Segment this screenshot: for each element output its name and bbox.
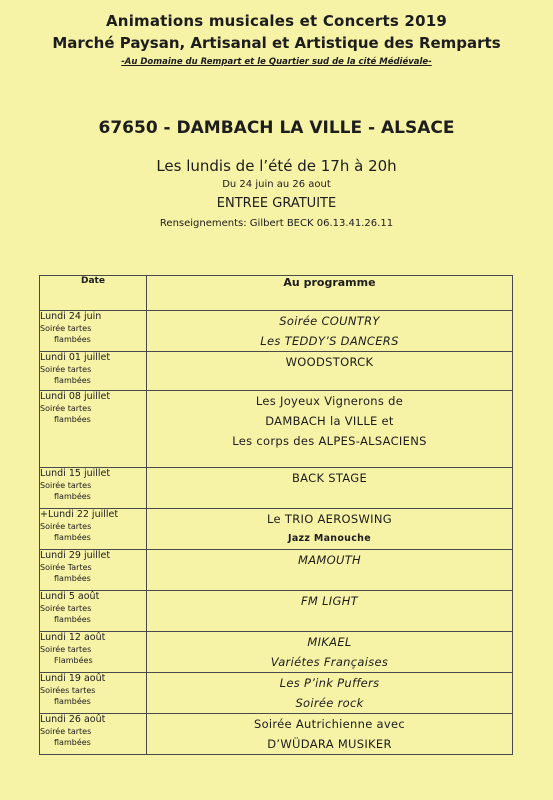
row-date-cell bbox=[40, 632, 147, 673]
row-program-line: Jazz Manouche bbox=[288, 533, 371, 544]
row-date-note: flambées bbox=[54, 533, 91, 542]
row-date: Lundi 12 août bbox=[40, 632, 106, 643]
row-date-note: flambées bbox=[54, 574, 91, 583]
row-program-line: Variétes Françaises bbox=[270, 655, 389, 669]
row-date-note: Soirée tartes bbox=[40, 404, 92, 413]
row-program-cell bbox=[147, 632, 513, 673]
column-header-program: Au programme bbox=[147, 276, 513, 311]
row-date-cell bbox=[40, 673, 147, 714]
row-date-note: Soirée tartes bbox=[40, 365, 92, 374]
row-date-note: Soirée tartes bbox=[40, 324, 92, 333]
row-date-cell bbox=[40, 352, 147, 391]
row-program-line: MIKAEL bbox=[307, 635, 352, 649]
table-row bbox=[40, 391, 513, 468]
row-date-cell bbox=[40, 468, 147, 509]
row-date-note: Flambées bbox=[54, 656, 93, 665]
table-row bbox=[40, 468, 513, 509]
row-program-line: Les corps des ALPES-ALSACIENS bbox=[232, 434, 427, 448]
row-date-cell bbox=[40, 391, 147, 468]
row-program-line: Les Joyeux Vignerons de bbox=[255, 394, 404, 408]
row-program-line: Les P’ink Puffers bbox=[279, 676, 380, 690]
row-date-note: flambées bbox=[54, 335, 91, 344]
row-date-cell bbox=[40, 550, 147, 591]
row-date-note: Soirée tartes bbox=[40, 522, 92, 531]
row-date-note: Soirée tartes bbox=[40, 645, 92, 654]
row-program-line: Le TRIO AEROSWING bbox=[267, 512, 392, 526]
row-program-line: DAMBACH la VILLE et bbox=[265, 414, 394, 428]
row-date: +Lundi 22 juillet bbox=[40, 509, 119, 520]
row-date-note: flambées bbox=[54, 415, 91, 424]
row-date: Lundi 26 août bbox=[40, 714, 106, 725]
poster-subtitle: Marché Paysan, Artisanal et Artistique des Remparts bbox=[52, 34, 501, 52]
schedule-hours: Les lundis de l’été de 17h à 20h bbox=[156, 157, 397, 175]
row-program-cell bbox=[147, 714, 513, 755]
row-date-note: Soirée tartes bbox=[40, 727, 92, 736]
row-program-line: WOODSTORCK bbox=[285, 355, 374, 369]
row-program-line: Soirée COUNTRY bbox=[279, 314, 380, 328]
row-program-line: Soirée rock bbox=[295, 696, 364, 710]
row-program-line: D’WÜDARA MUSIKER bbox=[267, 737, 392, 751]
schedule-dates: Du 24 juin au 26 aout bbox=[222, 179, 331, 190]
row-date-note: Soirée tartes bbox=[40, 604, 92, 613]
table-row bbox=[40, 714, 513, 755]
table-row bbox=[40, 550, 513, 591]
contact-info: Renseignements: Gilbert BECK 06.13.41.26.11 bbox=[159, 218, 394, 229]
row-date: Lundi 24 juin bbox=[40, 311, 102, 322]
row-program-cell bbox=[147, 591, 513, 632]
row-program-cell bbox=[147, 468, 513, 509]
row-date: Lundi 01 juillet bbox=[40, 352, 111, 363]
row-program-line: FM LIGHT bbox=[301, 594, 358, 608]
row-date-cell bbox=[40, 509, 147, 550]
row-date-note: flambées bbox=[54, 697, 91, 706]
poster-location-note: -Au Domaine du Rempart et le Quartier sud de la cité Médiévale- bbox=[121, 57, 432, 67]
program-table bbox=[39, 275, 513, 755]
row-program-line: MAMOUTH bbox=[298, 553, 361, 567]
row-date: Lundi 08 juillet bbox=[40, 391, 111, 402]
row-date-note: Soirée tartes bbox=[40, 481, 92, 490]
row-program-cell bbox=[147, 673, 513, 714]
row-date-note: flambées bbox=[54, 492, 91, 501]
table-row bbox=[40, 673, 513, 714]
table-row bbox=[40, 311, 513, 352]
row-date: Lundi 19 août bbox=[40, 673, 106, 684]
row-program-line: BACK STAGE bbox=[291, 471, 368, 485]
table-row bbox=[40, 352, 513, 391]
row-program-cell bbox=[147, 311, 513, 352]
row-date-note: flambées bbox=[54, 738, 91, 747]
table-header-row bbox=[40, 276, 513, 311]
row-date-note: flambées bbox=[54, 615, 91, 624]
table-row bbox=[40, 591, 513, 632]
row-program-line: Les TEDDY’S DANCERS bbox=[260, 334, 399, 348]
table-row bbox=[40, 632, 513, 673]
row-program-cell bbox=[147, 391, 513, 468]
row-program-cell bbox=[147, 509, 513, 550]
city-heading: 67650 - DAMBACH LA VILLE - ALSACE bbox=[98, 118, 455, 138]
row-date: Lundi 5 août bbox=[40, 591, 100, 602]
entry-free: ENTREE GRATUITE bbox=[216, 196, 337, 211]
row-program-cell bbox=[147, 550, 513, 591]
row-date-note: Soirées tartes bbox=[40, 686, 96, 695]
row-program-cell bbox=[147, 352, 513, 391]
row-date: Lundi 15 juillet bbox=[40, 468, 111, 479]
row-date: Lundi 29 juillet bbox=[40, 550, 111, 561]
row-date-note: flambées bbox=[54, 376, 91, 385]
row-date-note: Soirée Tartes bbox=[40, 563, 92, 572]
table-row bbox=[40, 509, 513, 550]
row-date-cell bbox=[40, 311, 147, 352]
poster-title: Animations musicales et Concerts 2019 bbox=[106, 12, 447, 30]
row-date-cell bbox=[40, 591, 147, 632]
column-header-date: Date bbox=[40, 276, 147, 311]
row-date-cell bbox=[40, 714, 147, 755]
row-program-line: Soirée Autrichienne avec bbox=[253, 717, 406, 731]
